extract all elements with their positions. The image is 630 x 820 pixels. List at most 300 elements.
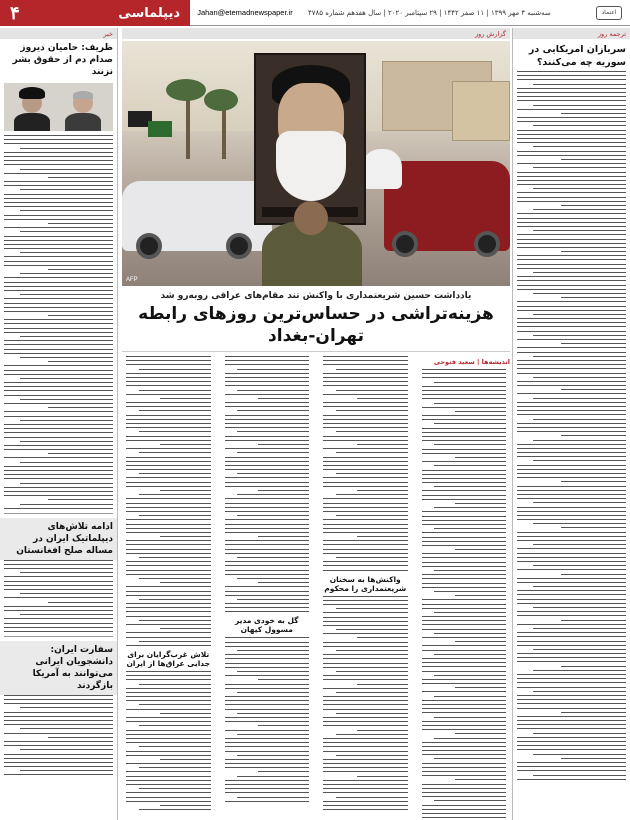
text-line xyxy=(225,611,310,612)
text-line xyxy=(20,593,113,594)
text-line xyxy=(225,457,310,458)
text-line xyxy=(126,482,211,483)
text-line xyxy=(517,716,626,717)
text-line xyxy=(126,738,211,739)
text-line xyxy=(20,148,113,149)
text-line xyxy=(517,176,626,177)
text-line xyxy=(323,767,408,768)
text-line xyxy=(517,134,626,135)
page-header xyxy=(0,0,630,26)
text-line xyxy=(422,658,507,659)
text-line xyxy=(561,666,626,667)
text-line xyxy=(323,721,408,722)
text-line xyxy=(4,745,113,746)
text-line xyxy=(323,709,408,710)
text-line xyxy=(517,259,626,260)
text-line xyxy=(225,364,310,365)
text-line xyxy=(517,657,626,658)
text-line xyxy=(323,356,408,357)
text-line xyxy=(126,742,211,743)
text-line xyxy=(258,444,309,445)
text-line xyxy=(323,427,408,428)
left-article-title-2[interactable]: ادامه تلاش‌های دیپلماتیک ایران در مساله صلح افغانستان xyxy=(0,518,117,560)
text-line xyxy=(126,607,211,608)
text-line xyxy=(225,553,310,554)
text-line xyxy=(4,576,113,577)
text-line xyxy=(422,624,507,625)
text-line xyxy=(517,695,626,696)
text-line xyxy=(336,755,408,756)
text-line xyxy=(517,603,626,604)
article-body-columns xyxy=(122,352,510,820)
text-line xyxy=(225,486,310,487)
text-line xyxy=(323,667,408,668)
text-line xyxy=(4,564,113,565)
text-line xyxy=(422,419,507,420)
text-line xyxy=(225,498,310,499)
leaders-photo xyxy=(4,83,113,131)
text-line xyxy=(225,658,310,659)
text-line xyxy=(126,406,211,407)
text-line xyxy=(4,332,113,333)
text-line xyxy=(48,499,113,500)
text-line xyxy=(517,172,626,173)
text-line xyxy=(4,135,113,136)
text-line xyxy=(225,721,310,722)
text-line xyxy=(336,608,408,609)
text-line xyxy=(323,738,408,739)
car-wheel xyxy=(474,231,500,257)
text-line xyxy=(20,770,113,771)
text-line xyxy=(517,728,626,729)
text-line xyxy=(225,565,310,566)
text-line xyxy=(517,624,626,625)
text-line xyxy=(126,402,211,403)
text-line xyxy=(422,557,507,558)
text-line xyxy=(517,75,626,76)
text-line xyxy=(20,707,113,708)
text-line xyxy=(225,688,310,689)
text-line xyxy=(126,675,211,676)
text-line xyxy=(455,549,506,550)
email-address[interactable]: Jahan@etemadnewspaper.ir xyxy=(190,0,300,26)
text-line xyxy=(561,574,626,575)
text-line xyxy=(422,461,507,462)
text-line xyxy=(225,465,310,466)
car-wheel xyxy=(136,233,162,259)
text-line xyxy=(517,117,626,118)
text-line xyxy=(517,444,626,445)
text-line xyxy=(126,570,211,571)
text-line xyxy=(422,629,507,630)
text-line xyxy=(422,691,507,692)
text-line xyxy=(225,646,310,647)
text-line xyxy=(4,720,113,721)
page-number: ۴ xyxy=(10,2,20,23)
text-line xyxy=(517,762,626,763)
text-line xyxy=(4,236,113,237)
text-line xyxy=(4,298,113,299)
text-line xyxy=(4,597,113,598)
text-line xyxy=(139,788,211,789)
text-line xyxy=(126,532,211,533)
text-line xyxy=(517,201,626,202)
text-line xyxy=(517,331,626,332)
text-line xyxy=(517,682,626,683)
text-line xyxy=(336,650,408,651)
text-line xyxy=(323,465,408,466)
text-line xyxy=(4,445,113,446)
text-line xyxy=(4,240,113,241)
text-line xyxy=(323,809,408,810)
text-line xyxy=(126,528,211,529)
text-line xyxy=(225,637,310,638)
text-line xyxy=(533,230,626,231)
text-line xyxy=(323,528,408,529)
text-line xyxy=(126,792,211,793)
text-line xyxy=(336,797,408,798)
text-line xyxy=(225,377,310,378)
text-line xyxy=(160,713,211,714)
text-line xyxy=(323,377,408,378)
right-article-body xyxy=(513,71,630,780)
text-line xyxy=(336,734,408,735)
text-line xyxy=(323,780,408,781)
text-line xyxy=(517,393,626,394)
text-line xyxy=(561,435,626,436)
text-line xyxy=(422,369,507,370)
text-line xyxy=(237,776,309,777)
text-line xyxy=(517,197,626,198)
text-line xyxy=(517,469,626,470)
text-line xyxy=(139,809,211,810)
text-line xyxy=(225,482,310,483)
text-line xyxy=(258,398,309,399)
text-line xyxy=(517,674,626,675)
text-line xyxy=(126,755,211,756)
text-line xyxy=(422,453,507,454)
text-line xyxy=(517,247,626,248)
text-line xyxy=(225,591,310,592)
text-line xyxy=(422,754,507,755)
text-line xyxy=(517,594,626,595)
text-line xyxy=(517,456,626,457)
soldier-head xyxy=(294,201,328,235)
text-line xyxy=(336,452,408,453)
text-line xyxy=(517,498,626,499)
text-line xyxy=(126,553,211,554)
text-line xyxy=(434,507,506,508)
text-line xyxy=(517,749,626,750)
article-text xyxy=(122,356,215,646)
text-line xyxy=(160,398,211,399)
text-line xyxy=(126,448,211,449)
right-article-title[interactable]: سربازان امریکایی در سوریه چه می‌کنند؟ xyxy=(528,44,626,68)
article-headline[interactable]: هزینه‌تراشی در حساس‌ترین روزهای رابطه تهران-بغداد xyxy=(122,303,510,352)
text-line xyxy=(517,322,626,323)
text-line xyxy=(4,344,113,345)
text-line xyxy=(323,788,408,789)
text-line xyxy=(323,700,408,701)
text-line xyxy=(422,520,507,521)
article-text xyxy=(319,596,412,811)
text-line xyxy=(422,532,507,533)
text-line xyxy=(357,490,408,491)
car-wheel xyxy=(226,233,252,259)
text-line xyxy=(4,152,113,153)
text-line xyxy=(533,544,626,545)
text-line xyxy=(4,143,113,144)
text-line xyxy=(517,318,626,319)
text-line xyxy=(126,637,211,638)
text-line xyxy=(20,462,113,463)
text-line xyxy=(4,307,113,308)
text-line xyxy=(517,268,626,269)
text-line xyxy=(126,457,211,458)
text-line xyxy=(422,796,507,797)
text-line xyxy=(225,507,310,508)
text-line xyxy=(533,523,626,524)
text-line xyxy=(4,206,113,207)
text-line xyxy=(48,453,113,454)
text-line xyxy=(139,578,211,579)
text-line xyxy=(422,511,507,512)
text-line xyxy=(422,650,507,651)
left-article-title-1[interactable]: ظریف: حامیان دیروز صدام دم از حقوق بشر نزنند xyxy=(12,43,113,77)
text-line xyxy=(225,524,310,525)
text-line xyxy=(517,109,626,110)
text-line xyxy=(517,142,626,143)
text-line xyxy=(517,406,626,407)
text-line xyxy=(422,721,507,722)
text-line xyxy=(20,378,113,379)
text-line xyxy=(434,758,506,759)
text-line xyxy=(517,745,626,746)
text-line xyxy=(225,709,310,710)
text-line xyxy=(225,767,310,768)
text-line xyxy=(225,642,310,643)
text-line xyxy=(422,373,507,374)
text-line xyxy=(225,751,310,752)
text-line xyxy=(126,616,211,617)
text-line xyxy=(126,440,211,441)
text-line xyxy=(533,502,626,503)
text-line xyxy=(422,604,507,605)
text-line xyxy=(517,599,626,600)
text-line xyxy=(225,540,310,541)
text-line xyxy=(4,156,113,157)
text-line xyxy=(422,474,507,475)
text-line xyxy=(225,461,310,462)
text-line xyxy=(4,581,113,582)
text-line xyxy=(126,671,211,672)
text-line xyxy=(4,754,113,755)
text-line xyxy=(323,482,408,483)
text-line xyxy=(126,511,211,512)
text-line xyxy=(4,766,113,767)
text-line xyxy=(422,390,507,391)
text-line xyxy=(139,390,211,391)
text-line xyxy=(20,614,113,615)
text-line xyxy=(517,285,626,286)
text-line xyxy=(237,369,309,370)
text-line xyxy=(357,637,408,638)
text-line xyxy=(4,319,113,320)
text-line xyxy=(4,198,113,199)
text-line xyxy=(4,181,113,182)
text-line xyxy=(20,420,113,421)
text-line xyxy=(48,361,113,362)
text-line xyxy=(422,708,507,709)
article-subhead: تلاش غرب‌گرایان برای جدایی عراق‌ها از ایران xyxy=(126,649,211,668)
text-line xyxy=(533,293,626,294)
text-line xyxy=(160,628,211,629)
text-line xyxy=(20,189,113,190)
text-line xyxy=(225,788,310,789)
flag xyxy=(148,121,172,137)
text-line xyxy=(225,561,310,562)
text-line xyxy=(4,724,113,725)
text-line xyxy=(126,373,211,374)
text-line xyxy=(126,717,211,718)
text-line xyxy=(323,457,408,458)
text-line xyxy=(517,326,626,327)
text-line xyxy=(533,272,626,273)
text-line xyxy=(422,587,507,588)
text-line xyxy=(126,385,211,386)
text-line xyxy=(422,813,507,814)
text-line xyxy=(126,776,211,777)
text-line xyxy=(4,219,113,220)
text-line xyxy=(517,494,626,495)
text-line xyxy=(126,415,211,416)
text-line xyxy=(422,763,507,764)
text-line xyxy=(225,503,310,504)
divider xyxy=(4,636,113,637)
text-line xyxy=(4,386,113,387)
text-line xyxy=(422,436,507,437)
text-line xyxy=(561,297,626,298)
text-line xyxy=(422,666,507,667)
text-line xyxy=(160,582,211,583)
text-line xyxy=(126,591,211,592)
text-line xyxy=(517,280,626,281)
text-line xyxy=(323,406,408,407)
text-line xyxy=(4,437,113,438)
text-line xyxy=(517,615,626,616)
text-line xyxy=(4,286,113,287)
text-line xyxy=(422,574,507,575)
text-line xyxy=(4,215,113,216)
text-line xyxy=(139,725,211,726)
left-article-body xyxy=(0,560,117,632)
text-line xyxy=(20,504,113,505)
text-line xyxy=(237,390,309,391)
text-line xyxy=(225,792,310,793)
text-line xyxy=(323,654,408,655)
text-line xyxy=(225,717,310,718)
text-line xyxy=(517,410,626,411)
text-line xyxy=(237,650,309,651)
text-line xyxy=(422,704,507,705)
text-line xyxy=(4,256,113,257)
text-line xyxy=(4,261,113,262)
main-photo xyxy=(122,41,510,286)
text-line xyxy=(517,138,626,139)
photo-building xyxy=(452,81,510,141)
text-line xyxy=(517,548,626,549)
text-line xyxy=(225,427,310,428)
text-line xyxy=(225,746,310,747)
text-line xyxy=(533,125,626,126)
text-line xyxy=(4,432,113,433)
text-line xyxy=(533,335,626,336)
text-line xyxy=(225,763,310,764)
text-line xyxy=(434,570,506,571)
left-article-title-3[interactable]: سفارت ایران: دانشجویان ایرانی می‌توانند به آمریکا بازگردند xyxy=(0,641,117,695)
text-line xyxy=(422,792,507,793)
text-line xyxy=(4,311,113,312)
text-line xyxy=(126,751,211,752)
text-line xyxy=(225,675,310,676)
text-line xyxy=(533,167,626,168)
text-line xyxy=(533,356,626,357)
text-line xyxy=(4,139,113,140)
issue-info: سه‌شنبه ۴ مهر ۱۳۹۹ | ۱۱ صفر ۱۴۴۲ | ۲۹ سپتامبر ۲۰۲۰ | سال هفدهم شماره ۴۷۸۵ xyxy=(308,8,551,17)
photo-credit: AFP xyxy=(126,277,138,283)
text-line xyxy=(434,591,506,592)
text-line xyxy=(422,407,507,408)
text-line xyxy=(517,92,626,93)
text-line xyxy=(517,226,626,227)
article-column-1 xyxy=(418,356,511,820)
text-line xyxy=(225,519,310,520)
text-line xyxy=(434,403,506,404)
text-line xyxy=(160,805,211,806)
article-subhead: واکنش‌ها به سخنان شریعتمداری را محکوم xyxy=(324,574,407,593)
text-line xyxy=(323,385,408,386)
main-article-tag: گزارش روز xyxy=(122,28,510,39)
text-line xyxy=(4,568,113,569)
text-line xyxy=(126,360,211,361)
text-line xyxy=(126,709,211,710)
text-line xyxy=(517,569,626,570)
text-line xyxy=(357,730,408,731)
article-text xyxy=(221,356,314,612)
text-line xyxy=(517,79,626,80)
text-line xyxy=(422,712,507,713)
text-line xyxy=(323,658,408,659)
text-line xyxy=(422,700,507,701)
text-line xyxy=(517,708,626,709)
text-line xyxy=(336,431,408,432)
text-line xyxy=(434,738,506,739)
text-line xyxy=(258,536,309,537)
text-line xyxy=(422,499,507,500)
text-line xyxy=(455,503,506,504)
text-line xyxy=(517,264,626,265)
text-line xyxy=(422,541,507,542)
text-line xyxy=(517,427,626,428)
text-line xyxy=(225,603,310,604)
text-line xyxy=(126,632,211,633)
text-line xyxy=(336,473,408,474)
text-line xyxy=(139,684,211,685)
text-line xyxy=(323,419,408,420)
text-line xyxy=(517,590,626,591)
text-line xyxy=(323,549,408,550)
text-line xyxy=(323,532,408,533)
